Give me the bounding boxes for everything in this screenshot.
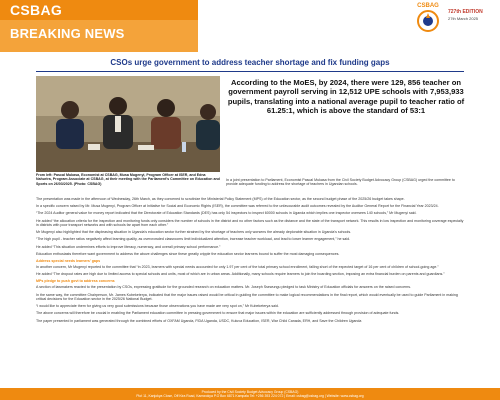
body-paragraph: He added “the allocation criteria for the inspection and monitoring funds only considers the number of schools in the district and no other factors such as the distance and the state of the transport network. This results in low inspection and monitoring coverage especially in districts with poor transport networks and with schools far apart from each other.” — [36, 218, 464, 228]
logo-text: CSBAG — [417, 3, 439, 9]
headline-divider — [36, 71, 464, 72]
body-paragraph: In a specific concern raised by Mr. Musa Mugenyi, Program Officer at Initiative for Social and Economic Rights (ISER), the committee was referred to the unfavourable audit outcomes revealed by the Auditor General Report for the Financial Year 2023/24. — [36, 204, 439, 209]
edition-date: 27th March 2025 — [448, 16, 479, 21]
article-body — [36, 197, 466, 326]
breaking-news-banner — [0, 20, 198, 52]
brand-name: CSBAG — [10, 2, 63, 18]
meeting-photo — [36, 76, 220, 172]
section-subhead-mps-pledge: MPs pledge to push govt to address concerns — [36, 279, 115, 284]
edition-label: 727th EDITION — [448, 9, 483, 15]
intro-paragraph: In a joint presentation to Parliament, Economist Pascal Mukasa from the Civil Society Budget Advocacy Group (CSBAG) urged the committee to provide adequate funding to address the shortage of teachers in Ugandan schools. — [226, 178, 455, 187]
body-paragraph: “The 2024 Auditor general value for money report indicated that the Directorate of Education Standards (DES) has only 54 inspectors to inspect 60000 schools in Uganda which implies one inspector oversees 140 schools,” Mr Mugenyi said. — [36, 211, 417, 216]
header — [0, 0, 500, 52]
body-paragraph: Education enthusiasts therefore want government to address the above challenges since these greatly cripple the education sector learners bound to suffer the most damaging consequences. — [36, 251, 340, 256]
body-paragraph: A section of lawmakers reacted to the presentation by CSOs, expressing gratitude for the grounded research on education matters. Mr. Joseph Ssewungu pledged to task Ministry of Education officials for answers on the raised concerns. — [36, 285, 412, 290]
headline: CSOs urge government to address teacher shortage and fix funding gaps — [110, 58, 390, 67]
body-paragraph: The presentation was made in the afternoon of Wednesday, 26th March, as they convened to scrutinize the Ministerial Policy Statement (MPS) of the Education sector, as the second budget phase of the 2025/26 budget takes shape. — [36, 197, 405, 201]
body-paragraph: Mr Mugenyi also highlighted that the displeasing situation in Uganda’s education sector further strained by the shortage of teachers only worsens the already deplorable situation in Uganda’s schools. — [36, 230, 352, 235]
body-paragraph: In another concern, Mr Mugenyi reported to the committee that “in 2023, learners with special needs accounted for only 1.97 per cent of the total primary school enrollment, falling short of the expected target of 16 per cent of children of school-going age.” — [36, 265, 439, 270]
body-paragraph: He added “The dropout rates are high due to limited access to special schools and units, most of which are in urban areas. Additionally, many schools require learners to join the boarding section, imposing an extra financial burden on parents and guardians.” — [36, 272, 445, 277]
photo-caption: From left: Pascal Mukasa, Economist at CSBAG, Musa Mugenyi, Program Officer at ISER, and Edna Nahurira, Program Associate at CSBAG, at their meeting with the Parliament’s Committee on Education and Sports on 26/03/2025. (Photo: CSBAG) — [36, 173, 220, 186]
body-paragraph: The paper presented in parliament was generated through the combined efforts of OXFAM Uganda, FIDA Uganda, USDC, Kuluva Education, ISER, War Child Canada, ERH, and Save the Children Uganda — [36, 318, 362, 323]
breaking-news-label: BREAKING NEWS — [10, 26, 125, 41]
footer-line-2: Plot 11, Kanjokya Close, Off Kira Road, Kamwokya P.O Box 6871 Kampala Tel: +256 393 224 072 | Email: csbag@csbag.org | Website: www.csbag.org — [136, 394, 364, 398]
body-paragraph: The above concerns will therefore be crucial in enabling the Parliament education committee in pressing government to ensure that major issues within the education are sufficiently addressed through provision of adequate funds. — [36, 311, 400, 316]
pull-quote: According to the MoES, by 2024, there were 129, 856 teacher on government payroll serving in 12,512 UPE schools with 7,953,933 pupils, translating into a national average pupil to teacher ratio of 61.25:1, which is above the standard of 53:1 — [227, 78, 465, 116]
body-paragraph: He added “This situation undermines efforts to improve literacy, numeracy, and overall primary school performance.” — [36, 244, 221, 249]
body-paragraph: “I would like to appreciate them for giving us very good submissions because those observations you have made are very spot on,” Mr Kubeketerya said. — [36, 304, 279, 309]
body-paragraph: “The high pupil - teacher ratios negatively affect learning quality, as overcrowded classrooms limit individualized attention, increase teacher workload, and lead to lower learner engagement,” he said. — [36, 237, 351, 242]
section-subhead-special-needs: Address special needs learners’ gaps — [36, 259, 101, 264]
body-paragraph: In the same way, the committee Chairperson, Mr. James Kubeketerya, indicated that the major issues raised would be critical in guiding the committee to make logical recommendations in the final report, which would eventually be used to guide Parliament in making critical decisions for the Education sector in the 2025/26 National Budget. — [36, 292, 458, 302]
footer-line-1: Produced by the Civil Society Budget Advocacy Group (CSBAG) — [201, 390, 299, 394]
footer — [0, 388, 500, 400]
footer-text — [0, 390, 500, 398]
